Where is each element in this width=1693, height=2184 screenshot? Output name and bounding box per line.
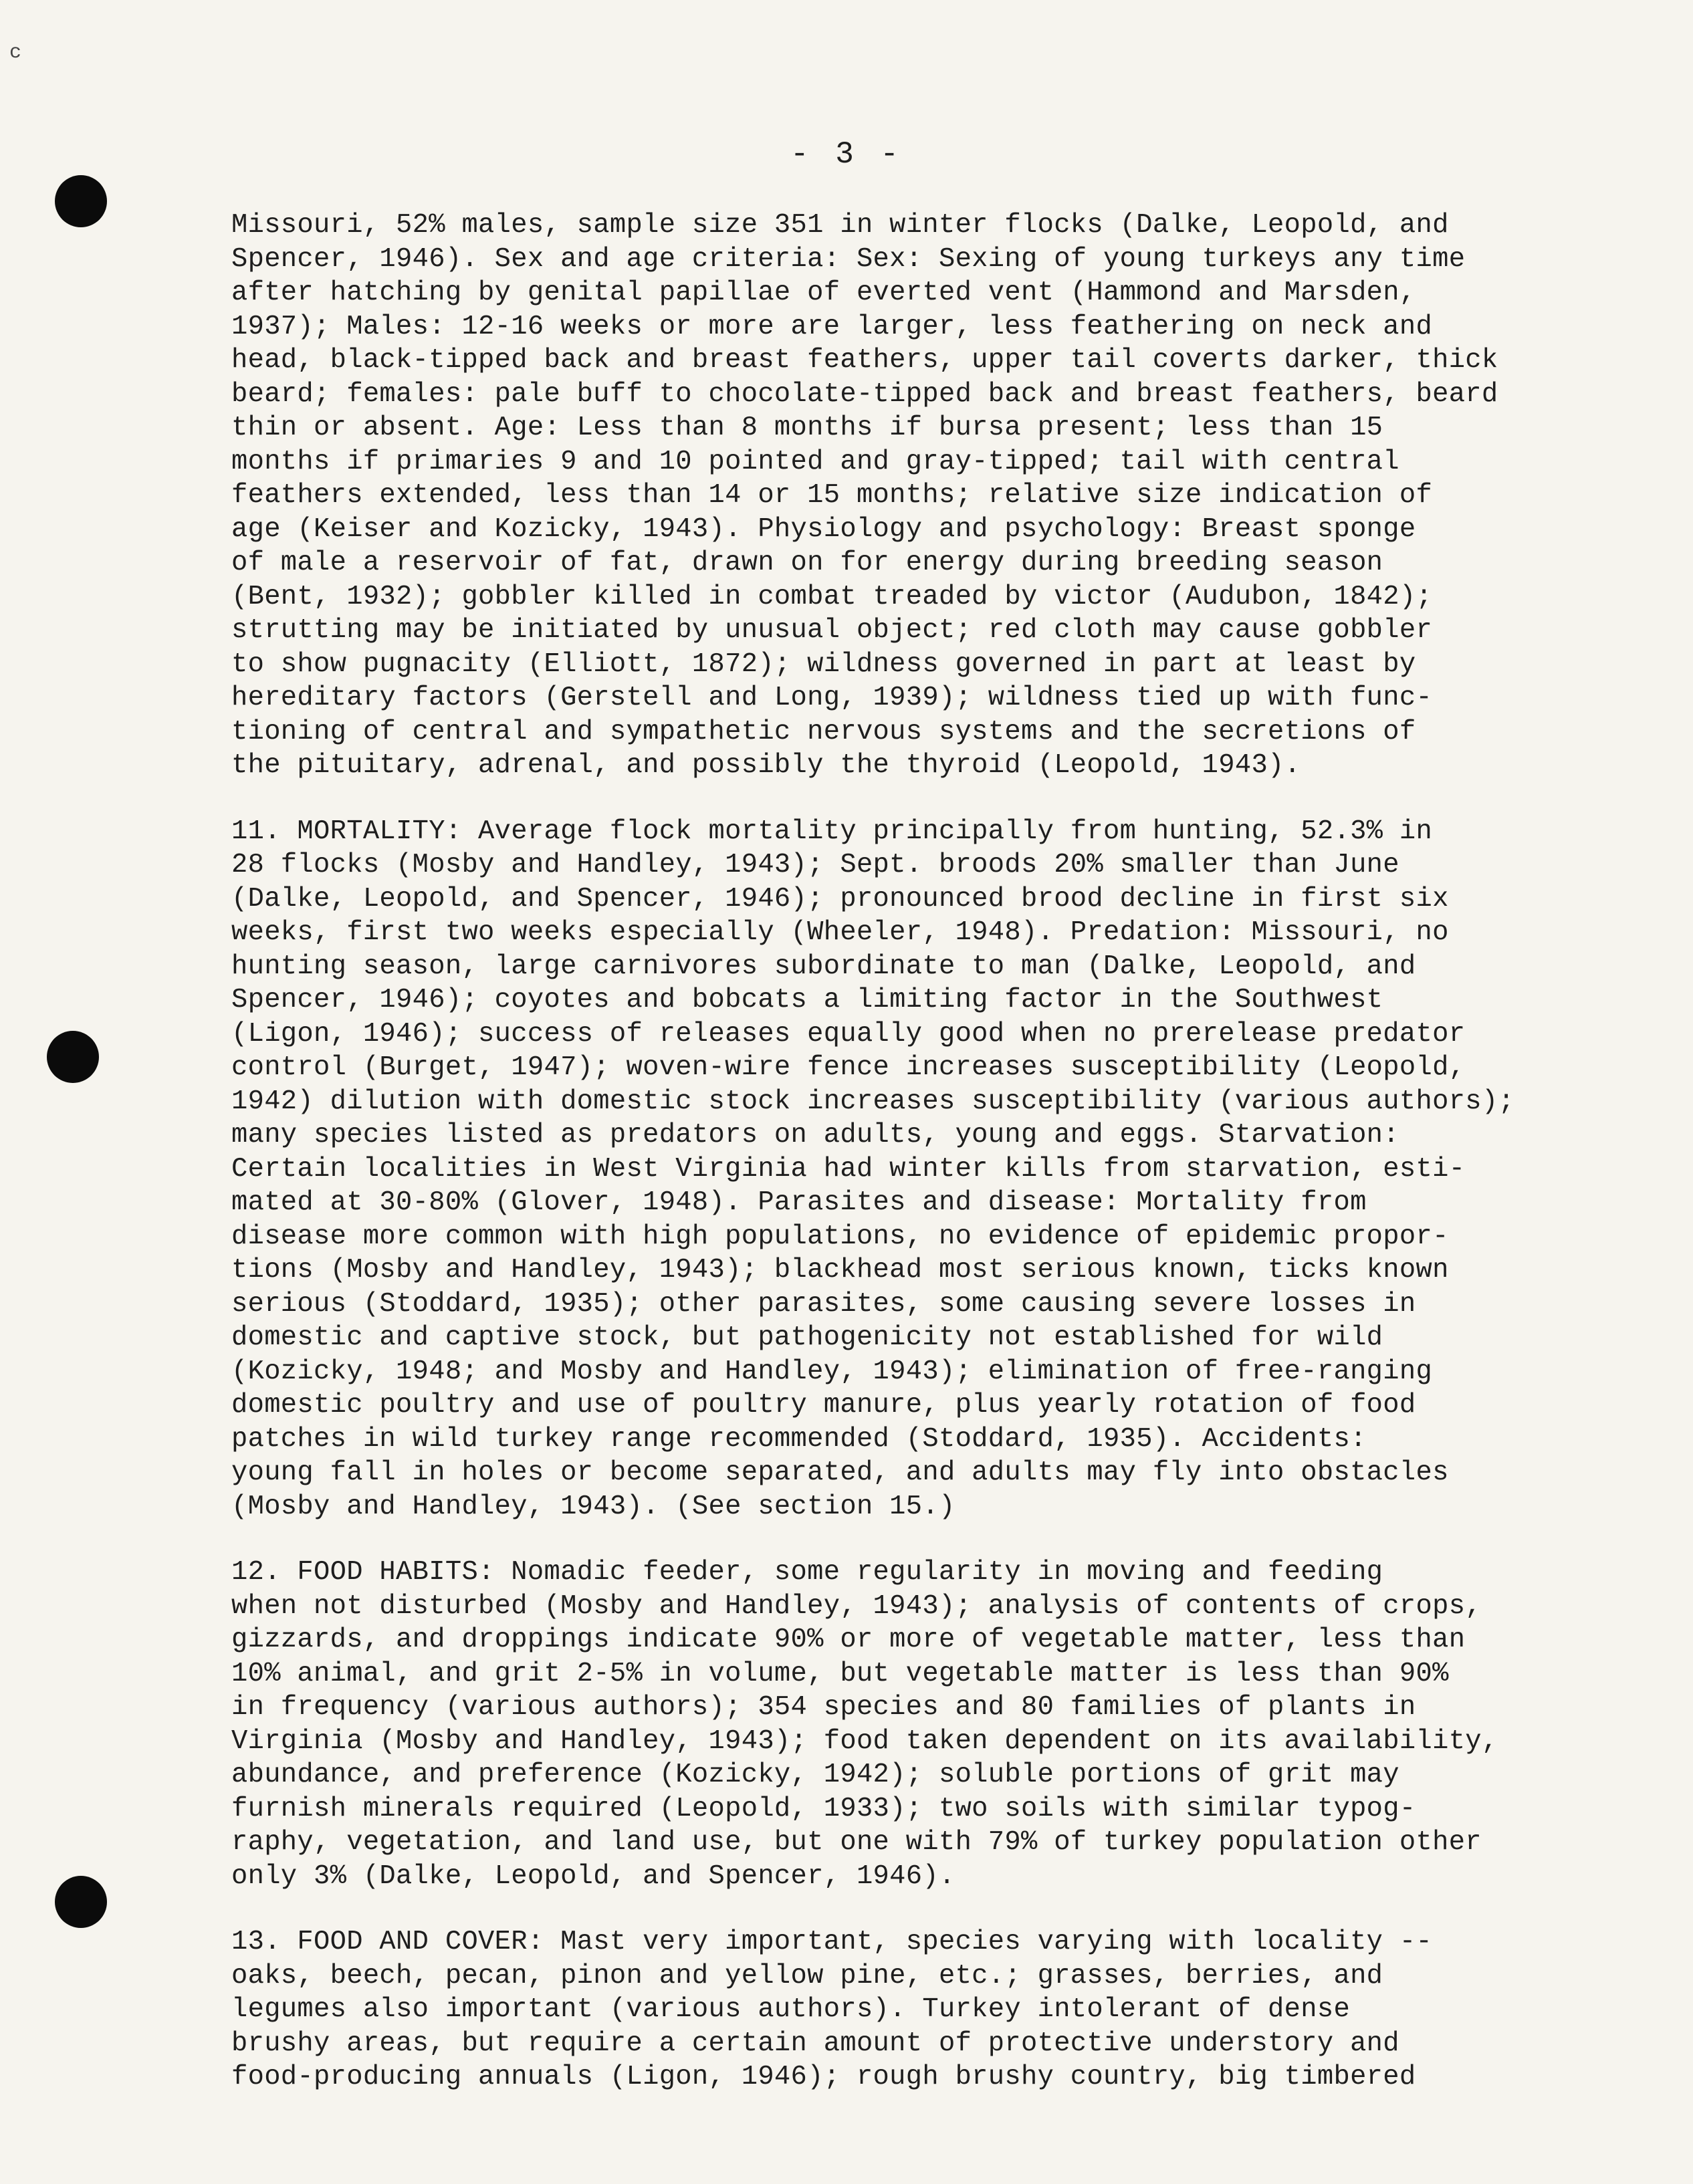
text-line: (Bent, 1932); gobbler killed in combat treaded by victor (Audubon, 1842); xyxy=(231,581,1433,612)
text-line: in frequency (various authors); 354 species and 80 families of plants in xyxy=(231,1692,1416,1723)
text-line: many species listed as predators on adults, young and eggs. Starvation: xyxy=(231,1120,1399,1150)
text-line: 1937); Males: 12-16 weeks or more are larger, less feathering on neck and xyxy=(231,311,1433,342)
text-line: Spencer, 1946); coyotes and bobcats a limiting factor in the Southwest xyxy=(231,985,1383,1015)
text-line: 13. FOOD AND COVER: Mast very important, species varying with locality -- xyxy=(231,1927,1433,1957)
text-line: of male a reservoir of fat, drawn on for energy during breeding season xyxy=(231,548,1383,578)
text-line: furnish minerals required (Leopold, 1933); two soils with similar typog- xyxy=(231,1793,1416,1824)
punch-hole-middle xyxy=(47,1031,99,1083)
paragraph-continuation xyxy=(231,209,1569,783)
text-line: (Ligon, 1946); success of releases equally good when no prerelease predator xyxy=(231,1018,1466,1050)
text-line: tions (Mosby and Handley, 1943); blackhead most serious known, ticks known xyxy=(231,1255,1449,1286)
text-line: tioning of central and sympathetic nervous systems and the secretions of xyxy=(231,716,1416,747)
text-line: mated at 30-80% (Glover, 1948). Parasites and disease: Mortality from xyxy=(231,1187,1367,1218)
text-line: hunting season, large carnivores subordinate to man (Dalke, Leopold, and xyxy=(231,951,1416,982)
text-line: head, black-tipped back and breast feathers, upper tail coverts darker, thick xyxy=(231,345,1498,376)
text-line: control (Burget, 1947); woven-wire fence increases susceptibility (Leopold, xyxy=(231,1052,1466,1083)
paragraph-food-habits xyxy=(231,1556,1569,1893)
text-line: patches in wild turkey range recommended (Stoddard, 1935). Accidents: xyxy=(231,1423,1367,1455)
text-line: hereditary factors (Gerstell and Long, 1939); wildness tied up with func- xyxy=(231,683,1433,713)
text-line: Certain localities in West Virginia had winter kills from starvation, esti- xyxy=(231,1153,1466,1185)
text-line: 12. FOOD HABITS: Nomadic feeder, some regularity in moving and feeding xyxy=(231,1557,1383,1588)
text-line: 10% animal, and grit 2-5% in volume, but vegetable matter is less than 90% xyxy=(231,1658,1449,1689)
text-line: only 3% (Dalke, Leopold, and Spencer, 1946). xyxy=(231,1860,955,1892)
text-line: raphy, vegetation, and land use, but one with 79% of turkey population other xyxy=(231,1827,1482,1858)
text-line: abundance, and preference (Kozicky, 1942); soluble portions of grit may xyxy=(231,1760,1399,1790)
text-line: serious (Stoddard, 1935); other parasites, some causing severe losses in xyxy=(231,1288,1416,1320)
text-line: brushy areas, but require a certain amount of protective understory and xyxy=(231,2028,1399,2059)
text-line: months if primaries 9 and 10 pointed and gray-tipped; tail with central xyxy=(231,446,1399,477)
punch-hole-bottom xyxy=(55,1876,107,1928)
text-line: oaks, beech, pecan, pinon and yellow pine, etc.; grasses, berries, and xyxy=(231,1960,1383,1991)
paragraph-mortality xyxy=(231,815,1569,1524)
text-line: gizzards, and droppings indicate 90% or more of vegetable matter, less than xyxy=(231,1624,1466,1655)
punch-hole-top xyxy=(55,175,107,227)
text-line: 11. MORTALITY: Average flock mortality principally from hunting, 52.3% in xyxy=(231,816,1433,847)
text-line: after hatching by genital papillae of everted vent (Hammond and Marsden, xyxy=(231,277,1416,308)
text-line: 28 flocks (Mosby and Handley, 1943); Sept. broods 20% smaller than June xyxy=(231,850,1399,880)
text-line: (Mosby and Handley, 1943). (See section 15.) xyxy=(231,1491,955,1522)
text-line: (Kozicky, 1948; and Mosby and Handley, 1943); elimination of free-ranging xyxy=(231,1356,1433,1387)
text-line: Virginia (Mosby and Handley, 1943); food taken dependent on its availability, xyxy=(231,1725,1498,1757)
corner-mark: c xyxy=(9,41,22,64)
document-body xyxy=(231,209,1569,2094)
paragraph-food-and-cover xyxy=(231,1925,1569,2094)
text-line: age (Keiser and Kozicky, 1943). Physiology and psychology: Breast sponge xyxy=(231,513,1416,545)
text-line: food-producing annuals (Ligon, 1946); rough brushy country, big timbered xyxy=(231,2062,1416,2092)
text-line: weeks, first two weeks especially (Wheeler, 1948). Predation: Missouri, no xyxy=(231,917,1449,948)
page-number: - 3 - xyxy=(790,137,903,172)
text-line: young fall in holes or become separated, and adults may fly into obstacles xyxy=(231,1457,1449,1488)
text-line: Missouri, 52% males, sample size 351 in winter flocks (Dalke, Leopold, and xyxy=(231,210,1449,241)
text-line: thin or absent. Age: Less than 8 months if bursa present; less than 15 xyxy=(231,412,1383,443)
text-line: beard; females: pale buff to chocolate-tipped back and breast feathers, beard xyxy=(231,378,1498,410)
text-line: domestic and captive stock, but pathogenicity not established for wild xyxy=(231,1322,1383,1353)
text-line: (Dalke, Leopold, and Spencer, 1946); pronounced brood decline in first six xyxy=(231,883,1449,915)
text-line: to show pugnacity (Elliott, 1872); wildness governed in part at least by xyxy=(231,648,1416,680)
text-line: the pituitary, adrenal, and possibly the thyroid (Leopold, 1943). xyxy=(231,750,1301,781)
text-line: disease more common with high populations, no evidence of epidemic propor- xyxy=(231,1221,1449,1252)
text-line: legumes also important (various authors). Turkey intolerant of dense xyxy=(231,1994,1351,2025)
text-line: when not disturbed (Mosby and Handley, 1943); analysis of contents of crops, xyxy=(231,1590,1482,1622)
text-line: 1942) dilution with domestic stock increases susceptibility (various authors); xyxy=(231,1086,1515,1117)
text-line: Spencer, 1946). Sex and age criteria: Sex: Sexing of young turkeys any time xyxy=(231,243,1466,275)
text-line: strutting may be initiated by unusual object; red cloth may cause gobbler xyxy=(231,615,1433,646)
text-line: feathers extended, less than 14 or 15 months; relative size indication of xyxy=(231,480,1433,511)
text-line: domestic poultry and use of poultry manure, plus yearly rotation of food xyxy=(231,1390,1416,1421)
